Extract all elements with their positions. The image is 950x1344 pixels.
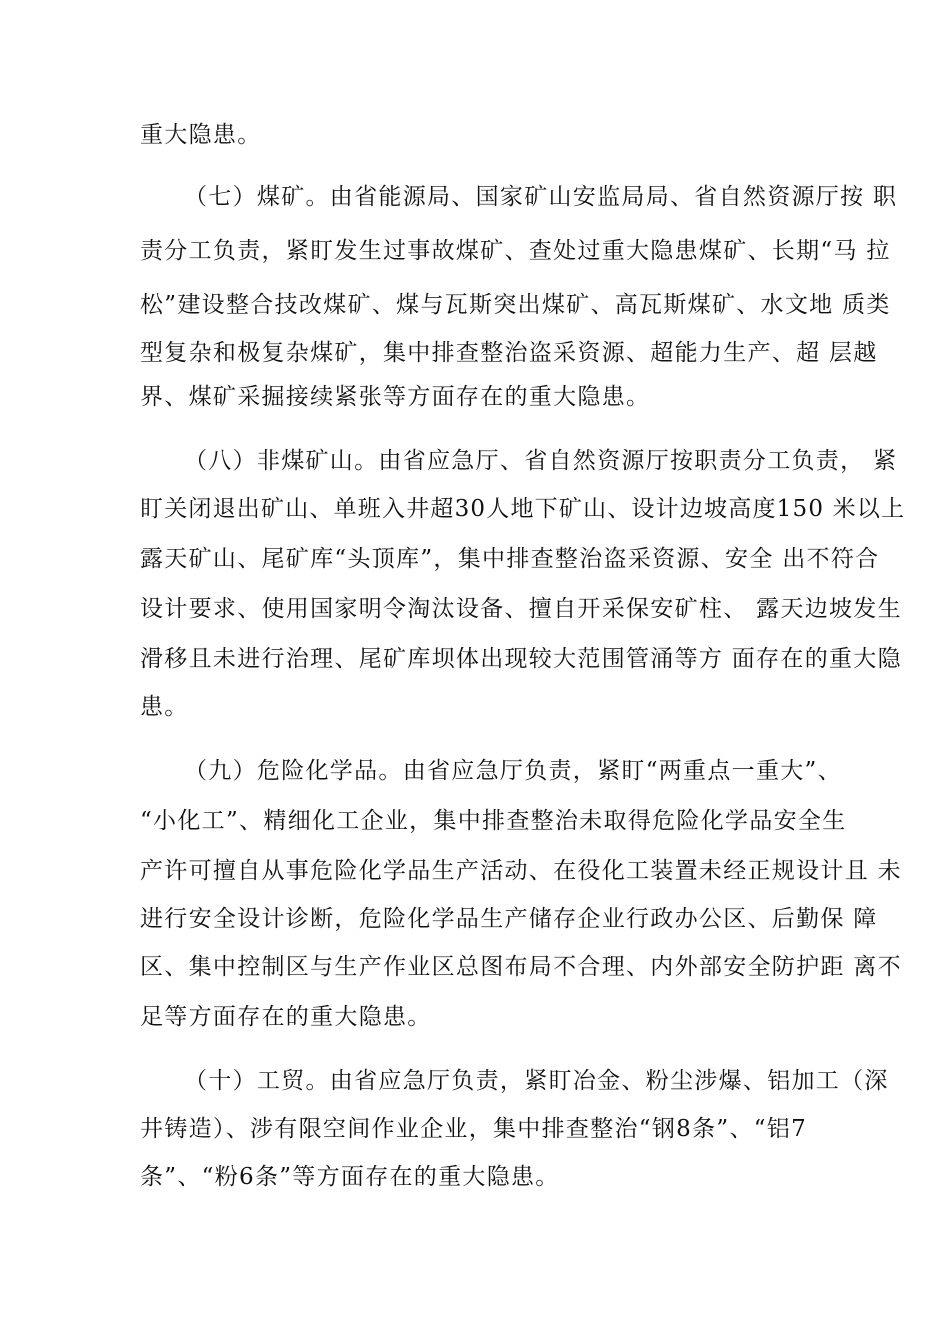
paragraph-9-line: “小化工”、精细化工企业，集中排查整治未取得危险化学品安全生: [140, 808, 847, 834]
paragraph-9-line: （九）危险化学品。由省应急厅负责，紧盯“两重点一重大”、: [184, 758, 842, 784]
paragraph-8-line: 设计要求、使用国家明令淘汰设备、擅自开采保安矿柱、 露天边坡发生: [140, 596, 902, 622]
paragraph-8-line: 盯关闭退出矿山、单班入井超30人地下矿山、设计边坡高度150 米以上: [140, 496, 906, 522]
paragraph-10-line: （十）工贸。由省应急厅负责，紧盯冶金、粉尘涉爆、铝加工（深: [184, 1068, 889, 1094]
paragraph-7-line: （七）煤矿。由省能源局、国家矿山安监局局、省自然资源厅按 职: [184, 184, 898, 210]
paragraph-9-line: 产许可擅自从事危险化学品生产活动、在役化工装置未经正规设计且 未: [140, 858, 902, 884]
paragraph-8-line: 滑移且未进行治理、尾矿库坝体出现较大范围管涌等方 面存在的重大隐: [140, 646, 902, 672]
paragraph-7-line: 松”建设整合技改煤矿、煤与瓦斯突出煤矿、高瓦斯煤矿、水文地 质类: [140, 292, 891, 318]
text-line: 重大隐患。: [140, 122, 262, 148]
paragraph-7-line: 界、煤矿采掘接续紧张等方面存在的重大隐患。: [140, 384, 651, 410]
paragraph-8-line: （八）非煤矿山。由省应急厅、省自然资源厅按职责分工负责， 紧: [184, 448, 898, 474]
paragraph-9-line: 进行安全设计诊断，危险化学品生产储存企业行政办公区、后勤保 障: [140, 906, 878, 932]
paragraph-8-line: 患。: [140, 694, 189, 720]
paragraph-10-line: 条”、“粉6条”等方面存在的重大隐患。: [140, 1164, 560, 1190]
paragraph-9-line: 足等方面存在的重大隐患。: [140, 1004, 432, 1030]
paragraph-10-line: 井铸造）、涉有限空间作业企业，集中排查整治“钢8条”、“铝7: [140, 1116, 808, 1142]
paragraph-9-line: 区、集中控制区与生产作业区总图布局不合理、内外部安全防护距 离不: [140, 954, 902, 980]
paragraph-7-line: 型复杂和极复杂煤矿，集中排查整治盗采资源、超能力生产、超 层越: [140, 340, 878, 366]
paragraph-8-line: 露天矿山、尾矿库“头顶库”，集中排查整治盗采资源、安全 出不符合: [140, 546, 880, 572]
paragraph-7-line: 责分工负责，紧盯发生过事故煤矿、查处过重大隐患煤矿、长期“马 拉: [140, 238, 891, 264]
